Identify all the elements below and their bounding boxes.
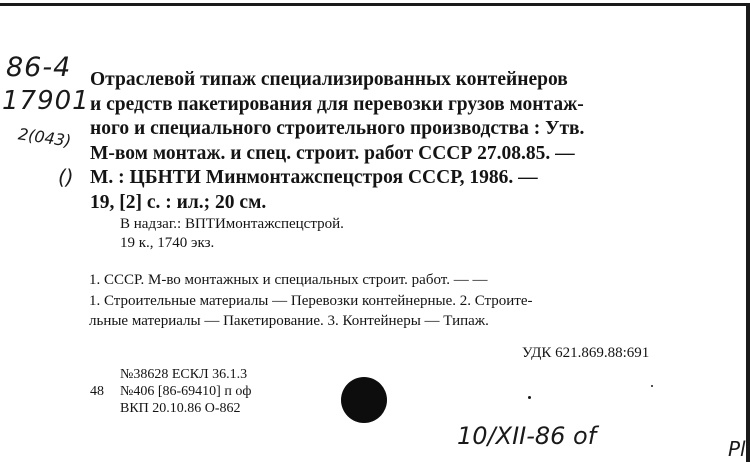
description-line: Отраслевой типаж специализированных контейнеров bbox=[90, 69, 568, 90]
tracing-number: 48 bbox=[90, 384, 104, 399]
handwritten-inventory-number: 17901 bbox=[2, 86, 90, 116]
ink-speck bbox=[528, 396, 531, 399]
bibliographic-description bbox=[90, 68, 706, 215]
tracing-row bbox=[90, 383, 251, 400]
handwritten-classification: 2(043) bbox=[16, 124, 73, 151]
tracing-text: №38628 ЕСКЛ 36.1.3 bbox=[120, 367, 248, 382]
description-line: М-вом монтаж. и спец. строит. работ СССР 27.08.85. — bbox=[90, 142, 575, 164]
ink-stamp-blot bbox=[341, 377, 387, 423]
handwritten-bracket-mark: () bbox=[58, 165, 74, 189]
subject-headings bbox=[89, 270, 707, 332]
tracing-text: ВКП 20.10.86 О-862 bbox=[120, 401, 241, 416]
handwritten-corner-mark: Pl bbox=[728, 437, 746, 461]
header-note: В надзаг.: ВПТИмонтажспецстрой. bbox=[120, 216, 344, 232]
card-top-border bbox=[0, 3, 750, 6]
ink-speck bbox=[651, 385, 653, 387]
subject-line: 1. Строительные материалы — Перевозки контейнерные. 2. Строите- bbox=[89, 292, 533, 309]
handwritten-acquisition-date: 10/XII-86 of bbox=[457, 422, 597, 450]
tracing-block bbox=[90, 366, 251, 417]
description-line: 19, [2] с. : ил.; 20 см. bbox=[90, 191, 267, 213]
subject-line: льные материалы — Пакетирование. 3. Контейнеры — Типаж. bbox=[89, 313, 489, 329]
card-right-border bbox=[746, 3, 750, 462]
handwritten-shelf-number: 86-4 bbox=[6, 52, 72, 83]
copies-note: 19 к., 1740 экз. bbox=[120, 235, 215, 251]
description-line: ного и специального строительного производства : Утв. bbox=[90, 118, 585, 139]
tracing-row bbox=[90, 366, 251, 383]
tracing-row bbox=[90, 400, 251, 417]
description-line: М. : ЦБНТИ Минмонтажспецстроя СССР, 1986. — bbox=[90, 167, 538, 188]
udk-code: УДК 621.869.88:691 bbox=[522, 345, 650, 361]
tracing-text: №406 [86-69410] п оф bbox=[120, 384, 252, 399]
subject-line: 1. СССР. М-во монтажных и специальных строит. работ. — — bbox=[89, 272, 488, 288]
description-line: и средств пакетирования для перевозки грузов монтаж- bbox=[90, 93, 584, 115]
